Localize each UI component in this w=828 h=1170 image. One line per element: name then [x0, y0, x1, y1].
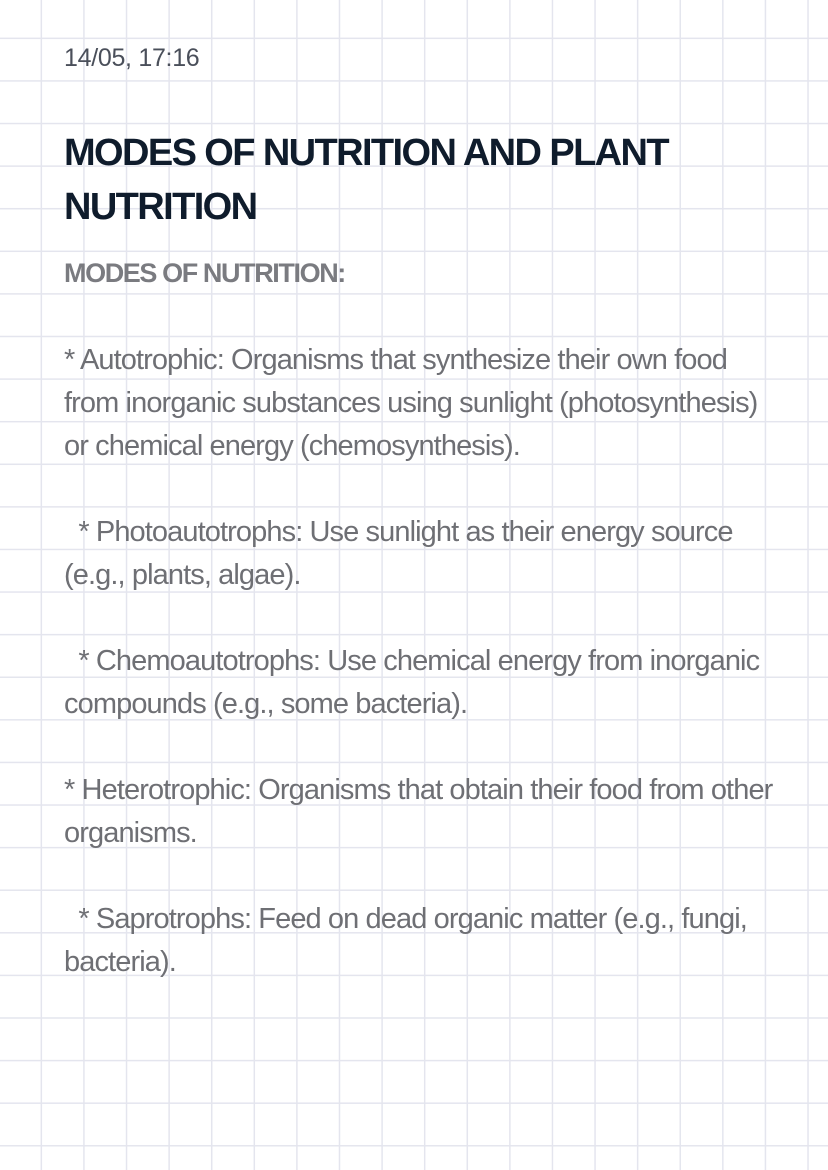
note-body[interactable] [64, 252, 780, 1027]
paragraph-autotrophic: * Autotrophic: Organisms that synthesize their own food from inorganic substances using sunlight (photosynthesis) or chemical energy (chemosynthesis). [64, 344, 765, 462]
note-title: MODES OF NUTRITION AND PLANT NUTRITION [64, 132, 668, 228]
paragraph-chemoautotrophs: * Chemoautotrophs: Use chemical energy from inorganic compounds (e.g., some bacteria). [64, 645, 767, 720]
paragraph-heterotrophic: * Heterotrophic: Organisms that obtain their food from other organisms. [64, 774, 780, 849]
section-heading: MODES OF NUTRITION: [64, 258, 345, 288]
paragraph-saprotrophs: * Saprotrophs: Feed on dead organic matter (e.g., fungi, bacteria). [64, 903, 755, 978]
note-timestamp: 14/05, 17:16 [64, 44, 200, 72]
paragraph-photoautotrophs: * Photoautotrophs: Use sunlight as their energy source (e.g., plants, algae). [64, 516, 740, 591]
